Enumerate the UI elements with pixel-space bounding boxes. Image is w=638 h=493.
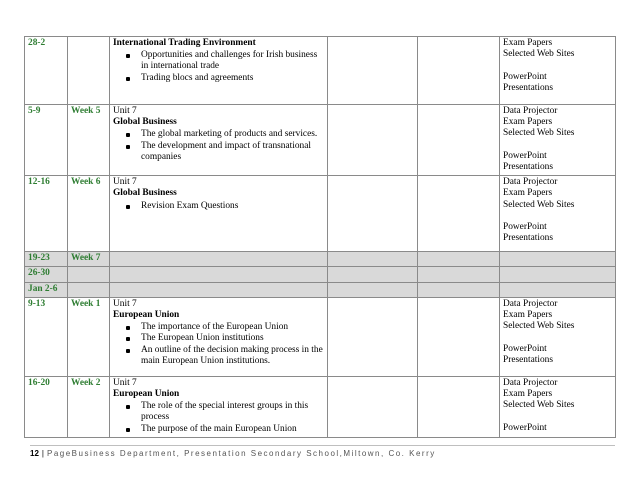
resource-item: Presentations — [503, 82, 553, 93]
resource-item: Selected Web Sites — [503, 49, 575, 60]
resource-item: Exam Papers — [503, 117, 553, 128]
footer-separator: | — [41, 449, 44, 458]
empty-cell — [500, 282, 616, 297]
resource-item: Presentations — [503, 162, 553, 172]
date-cell: 19-23 — [25, 252, 68, 267]
topic-title: Global Business — [113, 117, 177, 128]
table-row — [25, 37, 616, 105]
resource-item: Exam Papers — [503, 310, 553, 321]
bullet-item: The importance of the European Union — [141, 322, 324, 333]
empty-cell — [328, 376, 418, 437]
resources-cell — [500, 176, 616, 252]
empty-cell — [500, 252, 616, 267]
page-number: 12 — [30, 449, 39, 458]
resource-item: Selected Web Sites — [503, 199, 575, 210]
bullet-item: The purpose of the main European Union — [141, 424, 324, 435]
date-cell: 28-2 — [25, 37, 68, 105]
resource-item: Data Projector — [503, 106, 558, 116]
empty-cell — [418, 267, 500, 282]
bullet-item: The role of the special interest groups in this process — [141, 401, 324, 423]
week-cell: Week 5 — [68, 105, 110, 176]
resource-item: Exam Papers — [503, 38, 553, 48]
bullet-item: The European Union institutions — [141, 333, 324, 344]
resource-item: Presentations — [503, 354, 553, 365]
topic-bullets — [113, 401, 324, 435]
topic-cell — [110, 376, 328, 437]
topic-title: European Union — [113, 389, 180, 400]
resource-item: PowerPoint — [503, 222, 547, 232]
empty-cell — [418, 297, 500, 376]
topic-title: European Union — [113, 310, 180, 321]
empty-cell — [328, 252, 418, 267]
empty-cell — [418, 176, 500, 252]
table-row-break — [25, 282, 616, 297]
table-row — [25, 376, 616, 437]
resources-cell — [500, 376, 616, 437]
date-cell: 16-20 — [25, 376, 68, 437]
week-cell: Week 6 — [68, 176, 110, 252]
footer-text: PageBusiness Department, Presentation Secondary School,Miltown, Co. Kerry — [46, 449, 436, 458]
week-cell — [68, 37, 110, 105]
unit-label: Unit 7 — [113, 106, 137, 116]
date-cell: Jan 2-6 — [25, 282, 68, 297]
resources-cell — [500, 297, 616, 376]
resource-item: Selected Web Sites — [503, 128, 575, 139]
page-footer — [30, 445, 615, 458]
topic-title: International Trading Environment — [113, 38, 256, 48]
bullet-item: Trading blocs and agreements — [141, 73, 324, 84]
table-row-break — [25, 252, 616, 267]
unit-label: Unit 7 — [113, 177, 137, 188]
week-cell — [68, 267, 110, 282]
empty-cell — [418, 376, 500, 437]
table-row-break — [25, 267, 616, 282]
resource-item: PowerPoint — [503, 343, 547, 354]
resource-item: Presentations — [503, 233, 553, 244]
resources-cell — [500, 37, 616, 105]
date-cell: 26-30 — [25, 267, 68, 282]
table-row — [25, 176, 616, 252]
empty-cell — [500, 267, 616, 282]
resource-item: Exam Papers — [503, 389, 553, 400]
resource-item: PowerPoint — [503, 71, 547, 82]
topic-cell — [110, 176, 328, 252]
bullet-item: The development and impact of transnational companies — [141, 141, 324, 163]
empty-cell — [418, 282, 500, 297]
unit-label: Unit 7 — [113, 298, 137, 309]
topic-bullets — [113, 201, 324, 212]
week-cell: Week 1 — [68, 297, 110, 376]
topic-bullets — [113, 322, 324, 367]
bullet-item: An outline of the decision making process in the main European Union institutions. — [141, 344, 323, 366]
week-cell: Week 2 — [68, 376, 110, 437]
resource-item: Data Projector — [503, 377, 558, 388]
resource-item: Selected Web Sites — [503, 400, 575, 411]
empty-cell — [110, 252, 328, 267]
date-cell: 5-9 — [25, 105, 68, 176]
resource-item: Selected Web Sites — [503, 321, 575, 332]
resource-item: Data Projector — [503, 177, 558, 188]
empty-cell — [328, 37, 418, 105]
empty-cell — [110, 282, 328, 297]
scheme-of-work-table — [24, 36, 616, 438]
resources-cell — [500, 105, 616, 176]
date-cell: 9-13 — [25, 297, 68, 376]
bullet-item: Revision Exam Questions — [141, 201, 324, 212]
unit-label: Unit 7 — [113, 377, 137, 388]
bullet-item: The global marketing of products and services. — [141, 129, 324, 140]
empty-cell — [328, 282, 418, 297]
bullet-item: Opportunities and challenges for Irish business in international trade — [141, 50, 324, 72]
resource-item: PowerPoint — [503, 150, 547, 161]
topic-cell — [110, 297, 328, 376]
week-cell — [68, 282, 110, 297]
resource-item: PowerPoint — [503, 422, 547, 433]
table-row — [25, 297, 616, 376]
topic-bullets — [113, 129, 324, 163]
empty-cell — [328, 297, 418, 376]
table-row — [25, 105, 616, 176]
topic-cell — [110, 105, 328, 176]
empty-cell — [418, 252, 500, 267]
empty-cell — [110, 267, 328, 282]
empty-cell — [418, 105, 500, 176]
topic-cell — [110, 37, 328, 105]
resource-item: Data Projector — [503, 298, 558, 309]
topic-title: Global Business — [113, 188, 177, 199]
empty-cell — [328, 267, 418, 282]
empty-cell — [328, 105, 418, 176]
empty-cell — [418, 37, 500, 105]
date-cell: 12-16 — [25, 176, 68, 252]
resource-item: Exam Papers — [503, 188, 553, 199]
topic-bullets — [113, 50, 324, 84]
empty-cell — [328, 176, 418, 252]
week-cell: Week 7 — [68, 252, 110, 267]
